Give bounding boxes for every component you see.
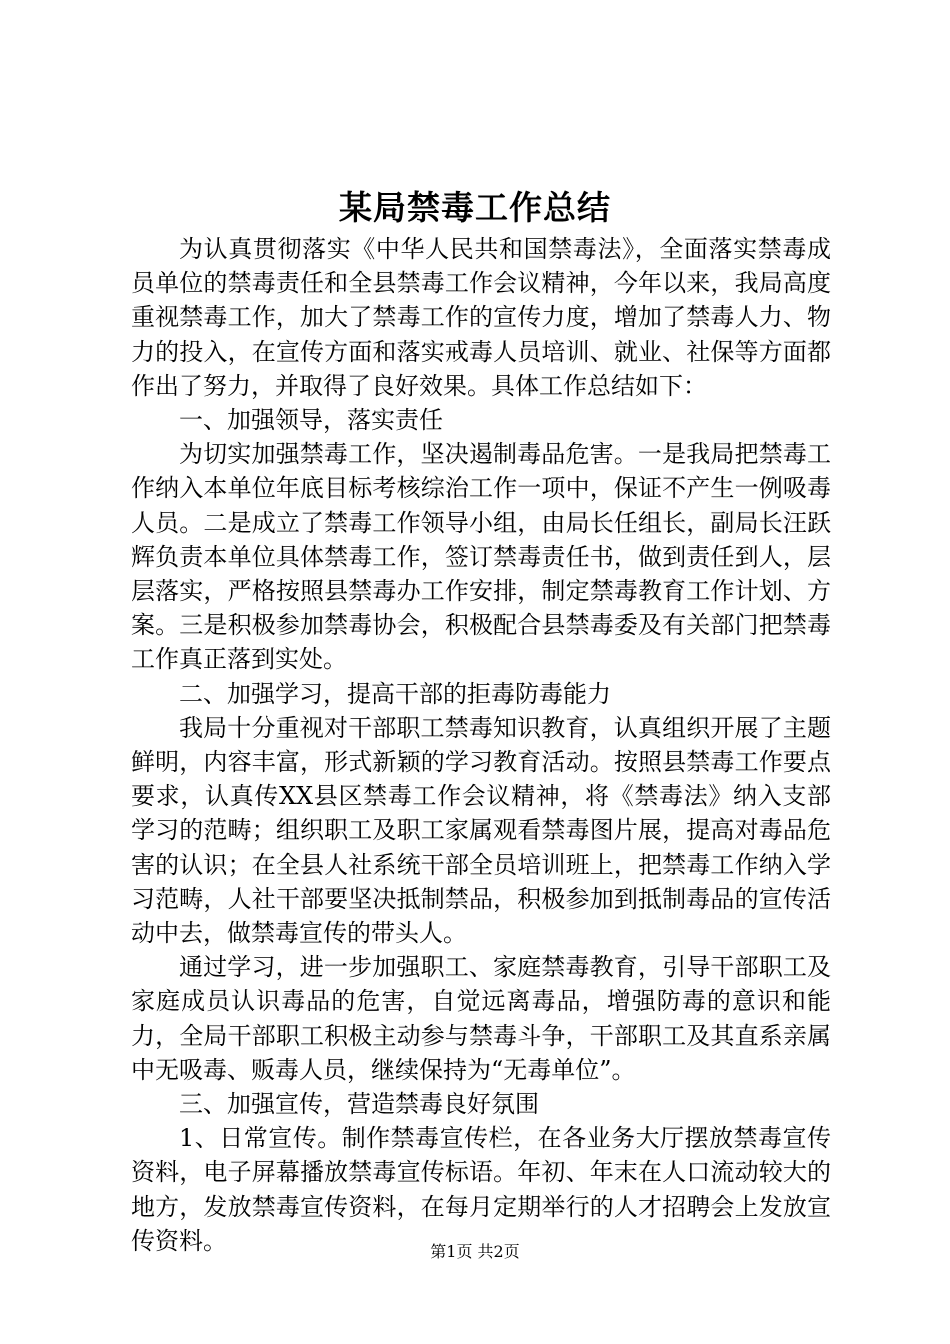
paragraph-section-1: 为切实加强禁毒工作，坚决遏制毒品危害。一是我局把禁毒工作纳入本单位年底目标考核综治工作一项中，保证不产生一例吸毒人员。二是成立了禁毒工作领导小组，由局长任组长，副局长汪跃辉负责本单位具体禁毒工作，签订禁毒责任书，做到责任到人，层层落实，严格按照县禁毒办工作安排，制定禁毒教育工作计划、方案。三是积极参加禁毒协会，积极配合县禁毒委及有关部门把禁毒工作真正落到实处。 [131, 440, 831, 674]
paragraph-section-2a: 我局十分重视对干部职工禁毒知识教育，认真组织开展了主题鲜明，内容丰富，形式新颖的学习教育活动。按照县禁毒工作要点要求，认真传XX县区禁毒工作会议精神，将《禁毒法》纳入支部学习的范畴；组织职工及职工家属观看禁毒图片展，提高对毒品危害的认识；在全县人社系统干部全员培训班上，把禁毒工作纳入学习范畴，人社干部要坚决抵制禁品，积极参加到抵制毒品的宣传活动中去，做禁毒宣传的带头人。 [131, 713, 831, 948]
paragraph-section-3a: 1、日常宣传。制作禁毒宣传栏，在各业务大厅摆放禁毒宣传资料，电子屏幕播放禁毒宣传标语。年初、年末在人口流动较大的地方，发放禁毒宣传资料，在每月定期举行的人才招聘会上发放宣传资料。 [131, 1124, 831, 1255]
page-number-footer: 第1页 共2页 [430, 1242, 520, 1261]
paragraph-intro: 为认真贯彻落实《中华人民共和国禁毒法》，全面落实禁毒成员单位的禁毒责任和全县禁毒工作会议精神，今年以来，我局高度重视禁毒工作，加大了禁毒工作的宣传力度，增加了禁毒人力、物力的投入，在宣传方面和落实戒毒人员培训、就业、社保等方面都作出了努力，并取得了良好效果。具体工作总结如下： [131, 235, 831, 400]
document-body [131, 232, 831, 1258]
section-heading-3: 三、加强宣传，营造禁毒良好氛围 [179, 1090, 539, 1119]
section-heading-2: 二、加强学习，提高干部的拒毒防毒能力 [179, 679, 611, 708]
paragraph-section-2b: 通过学习，进一步加强职工、家庭禁毒教育，引导干部职工及家庭成员认识毒品的危害，自觉远离毒品，增强防毒的意识和能力，全局干部职工积极主动参与禁毒斗争，干部职工及其直系亲属中无吸毒、贩毒人员，继续保持为“无毒单位”。 [131, 953, 831, 1084]
section-heading-1: 一、加强领导，落实责任 [179, 406, 443, 435]
document-title: 某局禁毒工作总结 [339, 188, 611, 227]
